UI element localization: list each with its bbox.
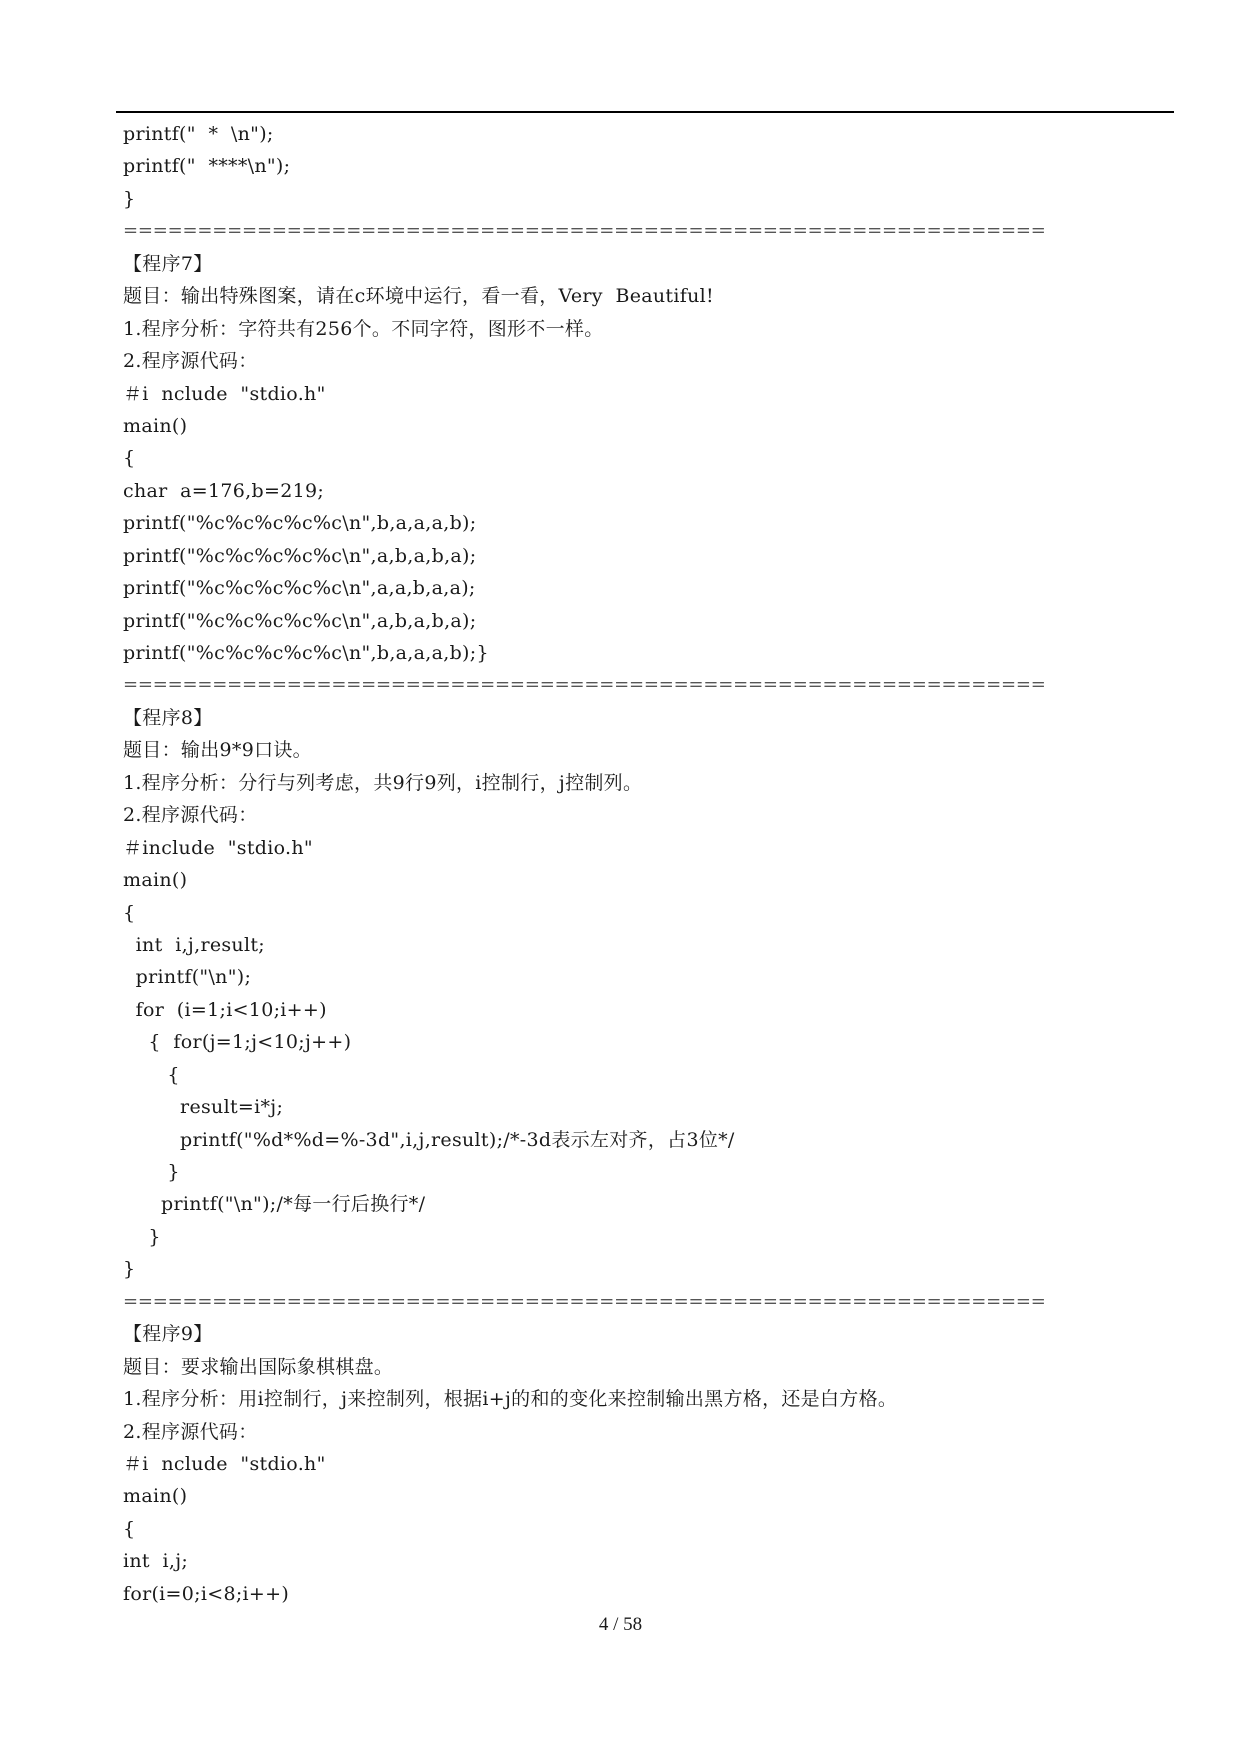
text-line: { xyxy=(123,901,136,924)
text-line: } xyxy=(123,1258,136,1281)
text-line: { xyxy=(123,1063,180,1086)
text-line: printf("%c%c%c%c%c\n",a,a,b,a,a); xyxy=(123,577,476,600)
header-rule xyxy=(116,111,1174,113)
text-line: 题目：输出9*9口诀。 xyxy=(123,739,312,762)
text-line: printf(" * \n"); xyxy=(123,123,274,145)
text-line: main() xyxy=(123,869,188,892)
text-line: printf("\n"); xyxy=(123,966,252,989)
separator-line: ============================================================== xyxy=(123,1290,1046,1312)
text-line: { for(j=1;j<10;j++) xyxy=(123,1031,352,1054)
text-line: 1.程序分析：分行与列考虑，共9行9列，i控制行，j控制列。 xyxy=(123,771,643,794)
text-line: main() xyxy=(123,414,188,437)
separator-line: ============================================================== xyxy=(123,220,1046,242)
text-line: } xyxy=(123,1225,161,1248)
text-line: main() xyxy=(123,1485,188,1508)
text-line: 【程序9】 xyxy=(123,1323,213,1346)
text-line: ＃include "stdio.h" xyxy=(123,836,313,859)
text-line: printf("%d*%d=%-3d",i,j,result);/*-3d表示左对齐，占3位*/ xyxy=(123,1128,735,1151)
text-line: 题目：要求输出国际象棋棋盘。 xyxy=(123,1355,394,1378)
text-line: char a=176,b=219; xyxy=(123,479,325,502)
text-line: ＃i nclude "stdio.h" xyxy=(123,382,326,405)
text-line: printf(" ****\n"); xyxy=(123,155,291,178)
text-line: 【程序7】 xyxy=(123,252,213,275)
text-line: 1.程序分析：用i控制行，j来控制列，根据i+j的和的变化来控制输出黑方格，还是白方格。 xyxy=(123,1388,898,1411)
text-line: { xyxy=(123,447,136,470)
text-line: printf("%c%c%c%c%c\n",a,b,a,b,a); xyxy=(123,609,477,632)
text-line: 2.程序源代码： xyxy=(123,350,258,373)
text-line: 题目：输出特殊图案，请在c环境中运行，看一看，Very Beautiful! xyxy=(123,285,714,308)
text-line: int i,j; xyxy=(123,1550,189,1573)
text-line: 2.程序源代码： xyxy=(123,1420,258,1443)
document-body xyxy=(123,118,1163,1610)
text-line: int i,j,result; xyxy=(123,933,265,956)
text-line: for (i=1;i<10;i++) xyxy=(123,998,327,1021)
text-line: 【程序8】 xyxy=(123,706,213,729)
text-line: 1.程序分析：字符共有256个。不同字符，图形不一样。 xyxy=(123,317,604,340)
text-line: printf("%c%c%c%c%c\n",b,a,a,a,b); xyxy=(123,512,477,535)
separator-line: ============================================================== xyxy=(123,674,1046,696)
text-line: for(i=0;i<8;i++) xyxy=(123,1582,290,1605)
text-line: printf("%c%c%c%c%c\n",b,a,a,a,b);} xyxy=(123,642,489,664)
text-line: 2.程序源代码： xyxy=(123,804,258,827)
page-number: 4 / 58 xyxy=(598,1614,643,1635)
text-line: } xyxy=(123,187,136,210)
text-line: printf("\n");/*每一行后换行*/ xyxy=(123,1193,426,1216)
text-line: ＃i nclude "stdio.h" xyxy=(123,1452,326,1475)
text-line: result=i*j; xyxy=(123,1096,284,1119)
text-line: printf("%c%c%c%c%c\n",a,b,a,b,a); xyxy=(123,544,477,567)
text-line: { xyxy=(123,1517,136,1540)
text-line: } xyxy=(123,1161,180,1183)
